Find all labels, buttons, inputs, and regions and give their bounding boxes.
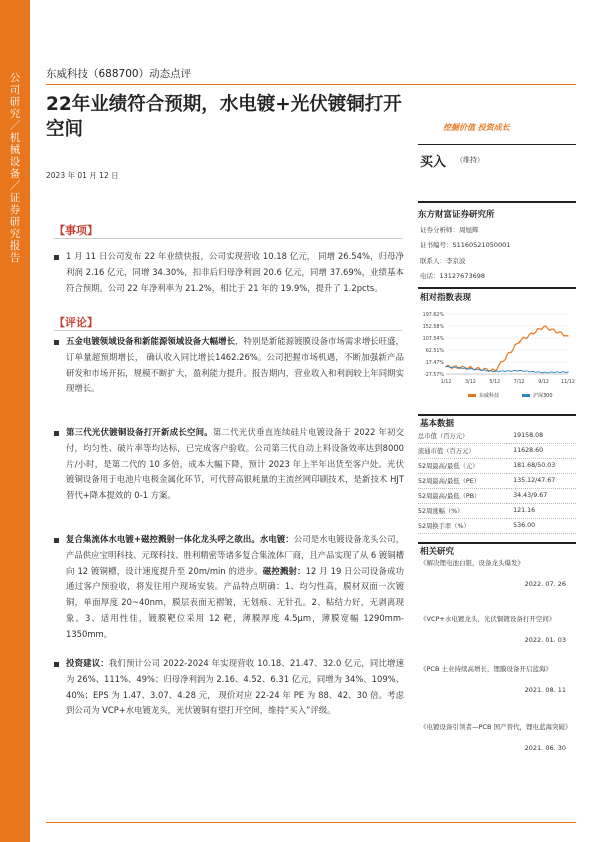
y-tick-label: 62.51%: [425, 349, 444, 354]
basics-row: [418, 443, 576, 458]
basics-row: [418, 458, 576, 473]
event-divider: [54, 238, 402, 239]
series-point: [567, 335, 568, 336]
y-tick-label: 107.54%: [422, 337, 444, 342]
related-report-date: 2021. 06. 30: [524, 744, 566, 752]
series-line: [446, 326, 568, 372]
basics-label: 52周换手率（%）: [418, 523, 470, 530]
institute-divider: [418, 201, 576, 203]
related-report-date: 2021. 08. 11: [524, 686, 566, 694]
basics-label: 52周最高/最低（PB）: [418, 493, 481, 500]
basics-row: [418, 518, 576, 533]
y-tick-label: -27.57%: [423, 373, 444, 378]
x-tick-label: 9/12: [538, 380, 549, 385]
y-tick-label: 152.58%: [422, 325, 444, 330]
basics-value: 11628.60: [513, 447, 544, 454]
header-divider: [46, 84, 576, 85]
related-report-link[interactable]: 《电镀设备引领者—PCB 国产替代，锂电蓝海突破》: [420, 723, 572, 731]
slogan: 挖掘价值 投资成长: [443, 123, 510, 132]
basics-value: 121.16: [513, 507, 536, 514]
event-heading: 【事项】: [54, 224, 98, 237]
comment-p3-body2: 12 月 19 日公司设备成功通过客户预验收，将发往用户现场安装。产品特点明确：1、均匀性高，膜材双面一次镀铜，单面厚度 20~40nm，膜层表面无褶皱，无划痕、无针孔。2、粘结力好，无剥离现象。3、适用性佳，镀膜靶位采用 12 靶，薄膜厚度 4.5μm，薄膜宽幅 1290mm-1350mm。: [66, 565, 404, 639]
basics-row: [418, 428, 576, 443]
investment-advice-body: 我们预计公司 2022-2024 年实现营收 10.18、21.47、32.0 亿元，同比增速为 26%、111%、49%；归母净利润为 2.16、4.52、6.31 亿元，同增为 34%、109%、40%；EPS 为 1.47、3.07、4.28 元， 现价对应 22-24 年 PE 为 88、42、30 倍。考虑到公司为 VCP+水电镀龙头，光伏镀铜有望打开空间，维持“买入”评级。: [66, 658, 404, 716]
x-tick-label: 1/12: [440, 380, 452, 385]
basics-value: 34.43/9.67: [513, 492, 548, 499]
related-report-link[interactable]: 《VCP+水电镀龙头，光伏铜镀设备打开空间》: [420, 615, 556, 623]
analyst: 证券分析师：周旭辉: [420, 226, 479, 234]
side-category-label: 公司研究／机械设备／证券研究报告: [9, 72, 21, 264]
basics-row: [418, 503, 576, 518]
legend-label: 东威科技: [479, 393, 500, 399]
bullet: [54, 431, 59, 436]
comment-p3-lead2: 磁控溅射：: [262, 565, 306, 576]
basics-value: 181.68/50.03: [513, 462, 556, 469]
index-perf-heading: 相对指数表现: [420, 293, 472, 303]
relative-index-chart: [418, 308, 576, 406]
comment-p1: [66, 334, 404, 397]
related-report-link[interactable]: 《解决锂电池白银，设备龙头爆发》: [420, 559, 524, 567]
basics-value: 536.00: [513, 522, 536, 529]
rating-sub: （维持）: [456, 156, 484, 164]
series-point: [494, 371, 495, 372]
basics-value: 19158.08: [513, 431, 544, 439]
series-point: [519, 370, 520, 371]
series-point: [543, 372, 544, 373]
related-divider: [418, 542, 576, 544]
basics-row: [418, 473, 576, 488]
series-point: [567, 371, 568, 372]
basics-row: [418, 488, 576, 503]
comment-p2: [66, 425, 404, 504]
relative-index-svg: [418, 308, 576, 406]
basics-heading: 基本数据: [420, 419, 455, 429]
comment-divider: [54, 330, 402, 331]
bullet: [54, 255, 59, 260]
basics-divider: [418, 414, 576, 416]
contact: 联系人：李京波: [420, 257, 466, 265]
index-perf-divider: [418, 287, 576, 289]
bullet: [54, 538, 59, 543]
bullet: [54, 662, 59, 667]
y-tick-label: 17.47%: [425, 361, 444, 366]
x-tick-label: 11/12: [561, 380, 575, 385]
comment-p2-lead: 第三代光伏镀铜设备打开新成长空间。: [66, 427, 213, 437]
legend-label: 沪深300: [533, 393, 553, 399]
basics-label: 52周涨幅（%）: [418, 508, 464, 515]
series-point: [445, 366, 446, 367]
legend-swatch: [522, 394, 530, 397]
rating: 买入: [420, 155, 447, 170]
basics-value: 135.12/47.67: [513, 477, 556, 484]
basics-label: 52周最高/最低（PE）: [418, 478, 480, 485]
series-point: [470, 368, 471, 369]
related-report-date: 2022. 07. 26: [524, 580, 566, 588]
series-point: [519, 341, 520, 342]
related-report-date: 2022. 01. 03: [524, 636, 566, 644]
report-subtitle: 东威科技（688700）动态点评: [46, 68, 192, 80]
basics-table: [418, 428, 576, 534]
side-category-bar: [0, 0, 30, 842]
basics-label: 流通市值（百万元）: [418, 448, 475, 455]
comment-heading: 【评论】: [54, 316, 98, 329]
x-tick-label: 3/12: [465, 380, 476, 385]
basics-label: 52周最高/最低（元）: [418, 463, 479, 470]
x-tick-label: 7/12: [513, 380, 525, 385]
institute-name: 东方财富证券研究所: [418, 210, 495, 220]
investment-advice: [66, 656, 404, 719]
report-title: 22年业绩符合预期，水电镀+光伏镀铜打开空间: [46, 94, 402, 140]
x-tick-label: 5/12: [489, 380, 501, 385]
comment-p1-body: ，特别是新能源镀膜设备市场需求增长旺盛，订单量超预期增长， 确认收入同比增长1462.26%。公司把握市场机遇，不断加强新产品研发和市场开拓，规模不断扩大，盈利能力提升。报告期内，营业收入和利润较上年同期实现增长。: [66, 336, 405, 394]
related-report-link[interactable]: 《PCB 土业持续高增长，锂膜设备开启蓝海》: [420, 665, 552, 673]
comment-p3-lead: 复合集流体水电镀+磁控溅射一体化龙头呼之欲出。水电镀：: [66, 534, 294, 544]
y-tick-label: 197.62%: [422, 313, 444, 318]
comment-p3: [66, 532, 404, 643]
comment-p3-body: 公司是水电镀设备龙头公司，产品供应宝明科技、元琛科技、胜利精密等诸多复合集流体厂商，且产品实现了从 6 镀铜槽向 12 镀铜槽，设计速度提升至 20m/min 的进步。: [66, 534, 405, 576]
basics-label: 总市值（百万元）: [418, 432, 469, 440]
series-point: [543, 326, 544, 327]
event-text: 1 月 11 日公司发布 22 年业绩快报，公司实现营收 10.18 亿元， 同增 26.54%，归母净利润 2.16 亿元，同增 34.30%，扣非后归母净利润 20.6 亿元，同增 37.69%，业绩基本符合预期。公司 22 年净利率为 21.2%，相比于 21 年的 19.9%，提升了 1.2pcts。: [66, 251, 404, 293]
investment-advice-lead: 投资建议：: [66, 658, 109, 668]
footer-divider: [46, 822, 576, 823]
legend-swatch: [468, 394, 476, 397]
report-date: 2023 年 01 月 12 日: [46, 171, 119, 180]
comment-p2-body: 第二代光伏垂直连续硅片电镀设备于 2022 年初交付，均匀性、破片率等均达标，已完成客户验收。公司第三代自动上料设备效率达到8000 片/小时，是第二代的 10 多倍，成本大幅下降，预计 2023 年上半年出货至客户处。光伏镀铜设备用于电池片电极金属化环节，可代替高银耗量的主流丝网印刷技术，是新技术 HJT 替代+降本提效的 0-1 方案。: [66, 427, 404, 501]
phone: 电话：13127673698: [420, 272, 485, 280]
rating-divider: [418, 144, 576, 145]
license-number: 证书编号：S1160521050001: [420, 241, 511, 249]
related-heading: 相关研究: [420, 547, 455, 557]
bullet: [54, 340, 59, 345]
comment-p1-lead: 五金电镀领域设备和新能源领域设备大幅增长: [66, 336, 236, 346]
